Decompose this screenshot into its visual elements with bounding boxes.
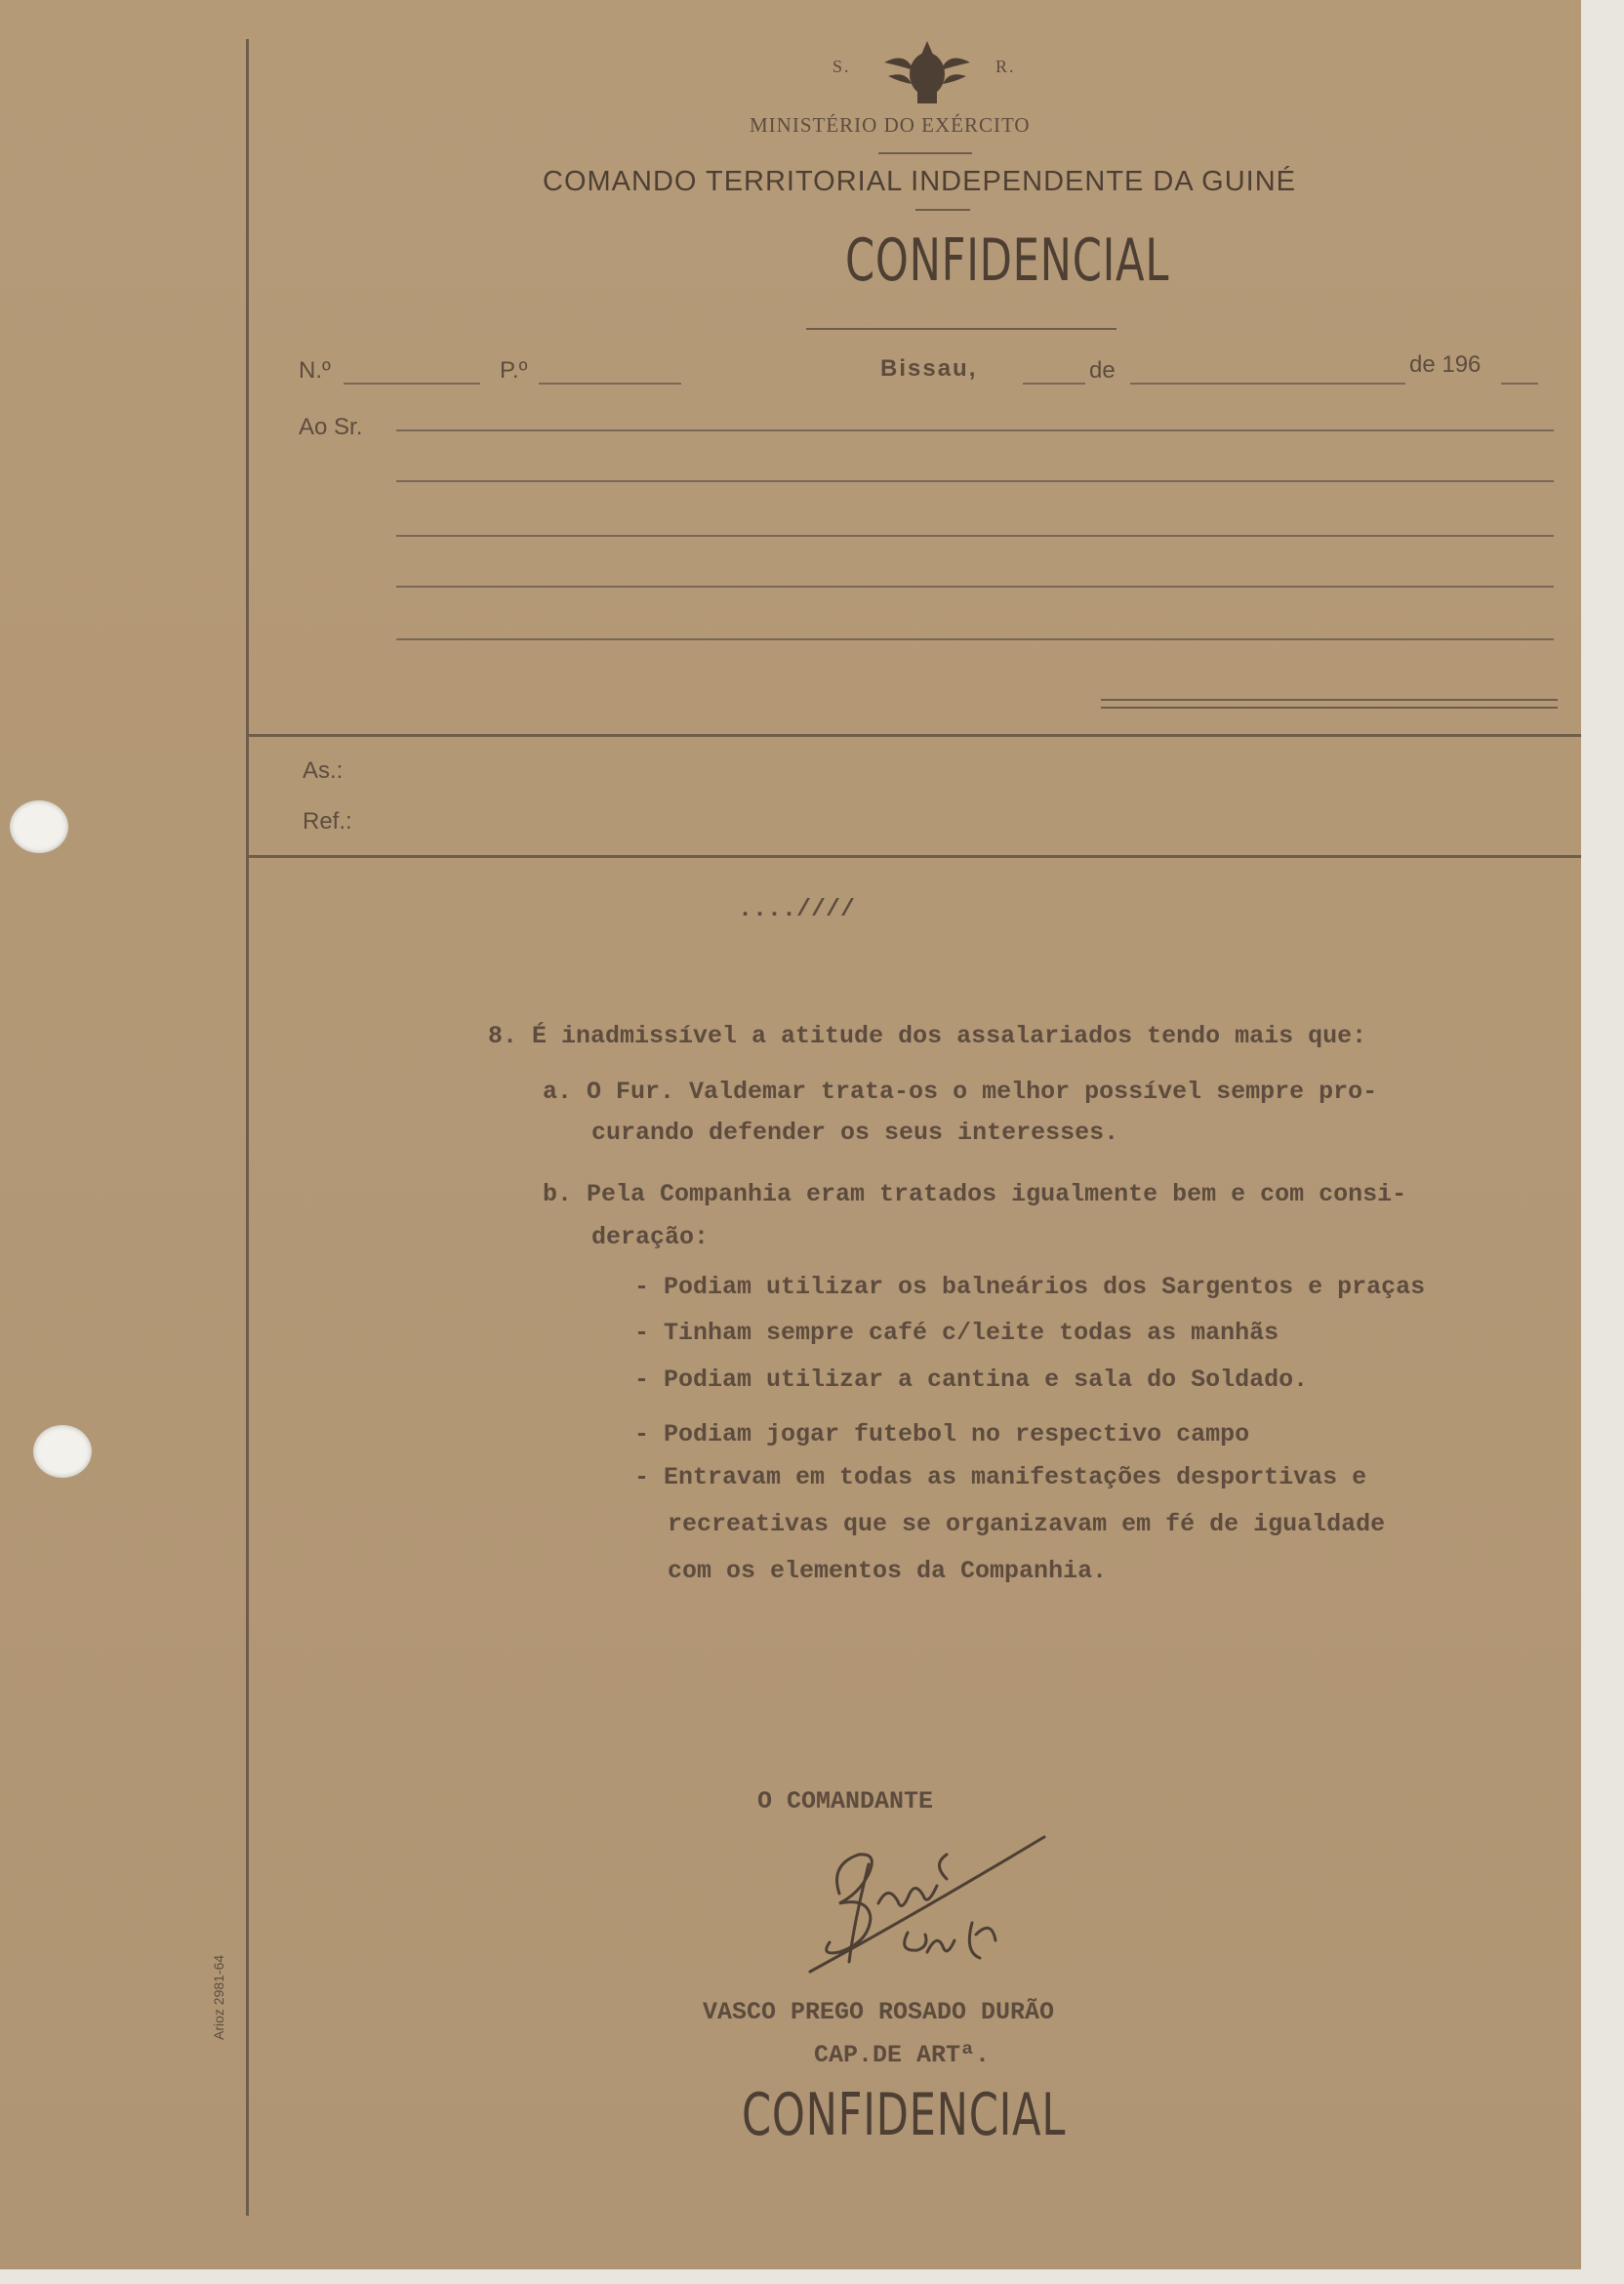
punch-hole-top — [10, 800, 68, 853]
day-field-line — [1023, 383, 1085, 385]
month-field-line — [1130, 383, 1405, 385]
addressee-line-1 — [396, 429, 1554, 431]
stamp-underline — [806, 328, 1116, 330]
addressee-line-3 — [396, 535, 1554, 537]
handwritten-signature — [800, 1825, 1054, 1991]
classification-stamp-top: CONFIDENCIAL — [845, 226, 1170, 295]
ministry-underline — [878, 152, 972, 154]
command-underline — [915, 209, 970, 211]
item-a-line-1: a. O Fur. Valdemar trata-os o melhor possível sempre pro- — [543, 1078, 1378, 1106]
process-field-line — [539, 383, 681, 385]
letterhead-r: R. — [995, 57, 1016, 76]
subject-label: As.: — [303, 757, 344, 784]
process-label: P.º — [500, 357, 528, 384]
signatory-name: VASCO PREGO ROSADO DURÃO — [703, 1998, 1055, 2026]
left-margin-rule — [246, 39, 249, 2216]
continuation-mark: ....//// — [738, 895, 856, 923]
coat-of-arms-emblem — [878, 37, 976, 107]
number-label: N.º — [299, 357, 331, 384]
addressee-line-5 — [396, 638, 1554, 640]
punch-hole-bottom — [33, 1425, 92, 1478]
ministry-name: MINISTÉRIO DO EXÉRCITO — [750, 113, 1031, 137]
classification-stamp-bottom: CONFIDENCIAL — [742, 2081, 1067, 2149]
bullet-5: - Entravam em todas as manifestações desportivas e — [634, 1463, 1367, 1491]
de-label-1: de — [1089, 357, 1116, 384]
item-b-line-2: deração: — [591, 1223, 710, 1251]
letterhead-s: S. — [832, 57, 851, 76]
bullet-5-line-2: recreativas que se organizavam em fé de igualdade — [668, 1510, 1386, 1538]
double-rule-a — [1101, 699, 1558, 701]
de-label-2: de 196 — [1409, 351, 1482, 378]
command-name: COMANDO TERRITORIAL INDEPENDENTE DA GUINÉ — [543, 166, 1297, 197]
section-divider-bottom — [248, 855, 1581, 858]
bullet-4: - Podiam jogar futebol no respectivo campo — [634, 1420, 1250, 1448]
addressee-label: Ao Sr. — [299, 414, 363, 440]
margin-note: Arioz 2981-64 — [211, 1954, 226, 2040]
bullet-5-line-3: com os elementos da Companhia. — [668, 1557, 1108, 1585]
item-b-line-1: b. Pela Companhia eram tratados igualmente bem e com consi- — [543, 1180, 1407, 1208]
year-field-line — [1501, 383, 1538, 385]
double-rule-b — [1101, 707, 1558, 709]
reference-label: Ref.: — [303, 808, 352, 835]
number-field-line — [344, 383, 480, 385]
section-divider-top — [248, 734, 1581, 737]
item-a-line-2: curando defender os seus interesses. — [591, 1119, 1119, 1147]
place-label: Bissau, — [880, 355, 978, 382]
signatory-title: O COMANDANTE — [757, 1787, 934, 1815]
bullet-2: - Tinham sempre café c/leite todas as manhãs — [634, 1319, 1279, 1347]
addressee-line-2 — [396, 480, 1554, 482]
signatory-rank: CAP.DE ARTª. — [814, 2041, 991, 2069]
bullet-3: - Podiam utilizar a cantina e sala do Soldado. — [634, 1366, 1309, 1394]
addressee-line-4 — [396, 586, 1554, 588]
bullet-1: - Podiam utilizar os balneários dos Sargentos e praças — [634, 1273, 1426, 1301]
item-8: 8. É inadmissível a atitude dos assalariados tendo mais que: — [488, 1022, 1367, 1050]
